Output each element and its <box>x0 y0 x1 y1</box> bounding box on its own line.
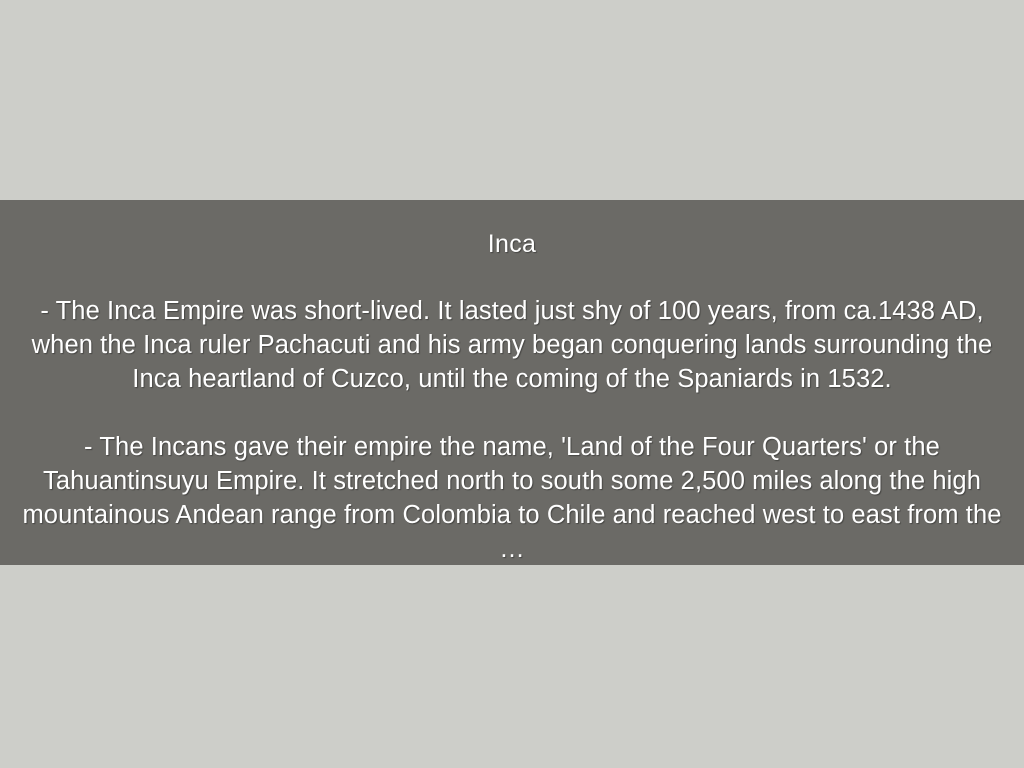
slide-content-band <box>0 200 1024 565</box>
page-title: Inca <box>487 230 537 258</box>
body-paragraph-2: - The Incans gave their empire the name, 'Land of the Four Quarters' or the Tahuantinsuyu Empire. It stretched north to south some 2,500 miles along the high mountainous Andean range from Colombia to Chile and reached west to east from the … <box>22 433 1002 563</box>
body-paragraph-1: - The Inca Empire was short-lived. It lasted just shy of 100 years, from ca.1438 AD, when the Inca ruler Pachacuti and his army began conquering lands surrounding the Inca heartland of Cuzco, until the coming of the Spaniards in 1532. <box>31 297 993 393</box>
